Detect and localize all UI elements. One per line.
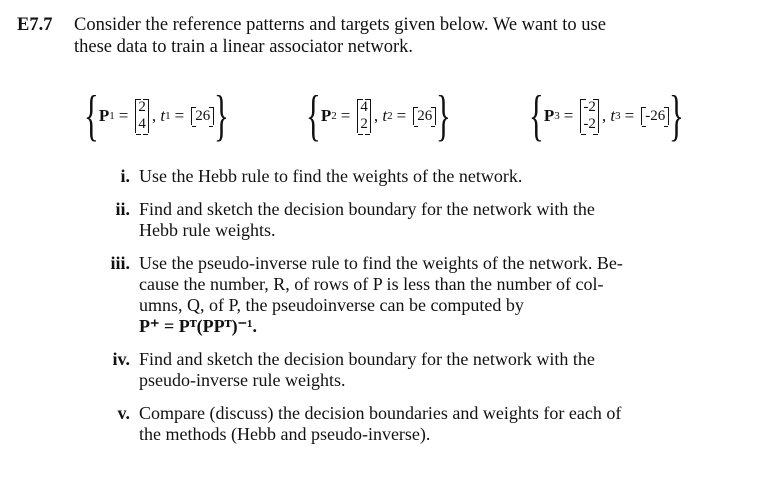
left-brace: { <box>529 85 544 147</box>
pattern-index: 2 <box>331 110 337 122</box>
pattern-index: 3 <box>554 110 560 122</box>
target-label: t <box>382 106 388 125</box>
left-brace: { <box>306 85 321 147</box>
item-text: Hebb rule weights. <box>139 220 276 240</box>
item-text: cause the number, R, of rows of P is less than the number of col- <box>139 274 604 294</box>
vector-value: 2 <box>138 99 146 115</box>
item-text: Use the Hebb rule to find the weights of the network. <box>139 166 523 186</box>
left-brace: { <box>84 85 99 147</box>
pseudoinverse-formula: P⁺ = Pᵀ(PPᵀ)⁻¹. <box>139 316 257 336</box>
vector-value: 4 <box>138 116 146 132</box>
target-value: -26 <box>641 107 669 125</box>
target-value: 26 <box>191 107 214 125</box>
pattern-pair-3: { P 3 = -2 -2 , t 3 = -26 } <box>529 85 685 147</box>
pattern-vector <box>135 99 149 133</box>
pattern-vector <box>357 99 371 133</box>
target-value: 26 <box>413 107 436 125</box>
vector-value: 4 <box>360 99 368 115</box>
exercise-intro-line2: these data to train a linear associator network. <box>74 37 414 57</box>
question-item-iii <box>106 253 766 337</box>
item-text: Use the pseudo-inverse rule to find the weights of the network. Be- <box>139 253 623 273</box>
pattern-label: P <box>98 106 110 125</box>
item-text: umns, Q, of P, the pseudoinverse can be computed by <box>139 295 524 315</box>
item-text: Find and sketch the decision boundary for the network with the <box>139 349 595 369</box>
pattern-label: P <box>320 106 332 125</box>
question-item-ii <box>106 199 766 241</box>
item-numeral: i. <box>120 166 130 186</box>
question-item-v <box>106 403 766 445</box>
item-numeral: iii. <box>110 253 130 273</box>
question-item-i <box>106 166 766 187</box>
item-text: Find and sketch the decision boundary for the network with the <box>139 199 595 219</box>
right-brace: } <box>436 85 452 147</box>
item-numeral: iv. <box>112 349 130 369</box>
vector-value: 2 <box>360 116 368 132</box>
target-index: 1 <box>165 110 171 122</box>
target-index: 2 <box>387 110 393 122</box>
pattern-index: 1 <box>109 110 115 122</box>
pattern-pair-2: { P 2 = 4 2 , t 2 = 26 } <box>306 85 452 147</box>
vector-value: -2 <box>583 99 596 115</box>
item-text: Compare (discuss) the decision boundaries and weights for each of <box>139 403 622 423</box>
item-text: the methods (Hebb and pseudo-inverse). <box>139 424 431 444</box>
target-index: 3 <box>615 110 621 122</box>
target-label: t <box>610 106 616 125</box>
right-brace: } <box>669 85 685 147</box>
question-list <box>106 166 766 457</box>
pattern-target-row <box>84 86 744 146</box>
exercise-intro-line1: Consider the reference patterns and targets given below. We want to use <box>74 15 606 35</box>
item-text: pseudo-inverse rule weights. <box>139 370 346 390</box>
item-numeral: ii. <box>115 199 130 219</box>
pattern-vector <box>580 99 599 133</box>
pattern-label: P <box>543 106 555 125</box>
right-brace: } <box>214 85 230 147</box>
exercise-heading <box>17 14 762 58</box>
question-item-iv <box>106 349 766 391</box>
target-label: t <box>160 106 166 125</box>
exercise-number: E7.7 <box>17 15 53 35</box>
vector-value: -2 <box>583 116 596 132</box>
pattern-pair-1: { P 1 = 2 4 , t 1 = 26 } <box>84 85 230 147</box>
item-numeral: v. <box>117 403 130 423</box>
